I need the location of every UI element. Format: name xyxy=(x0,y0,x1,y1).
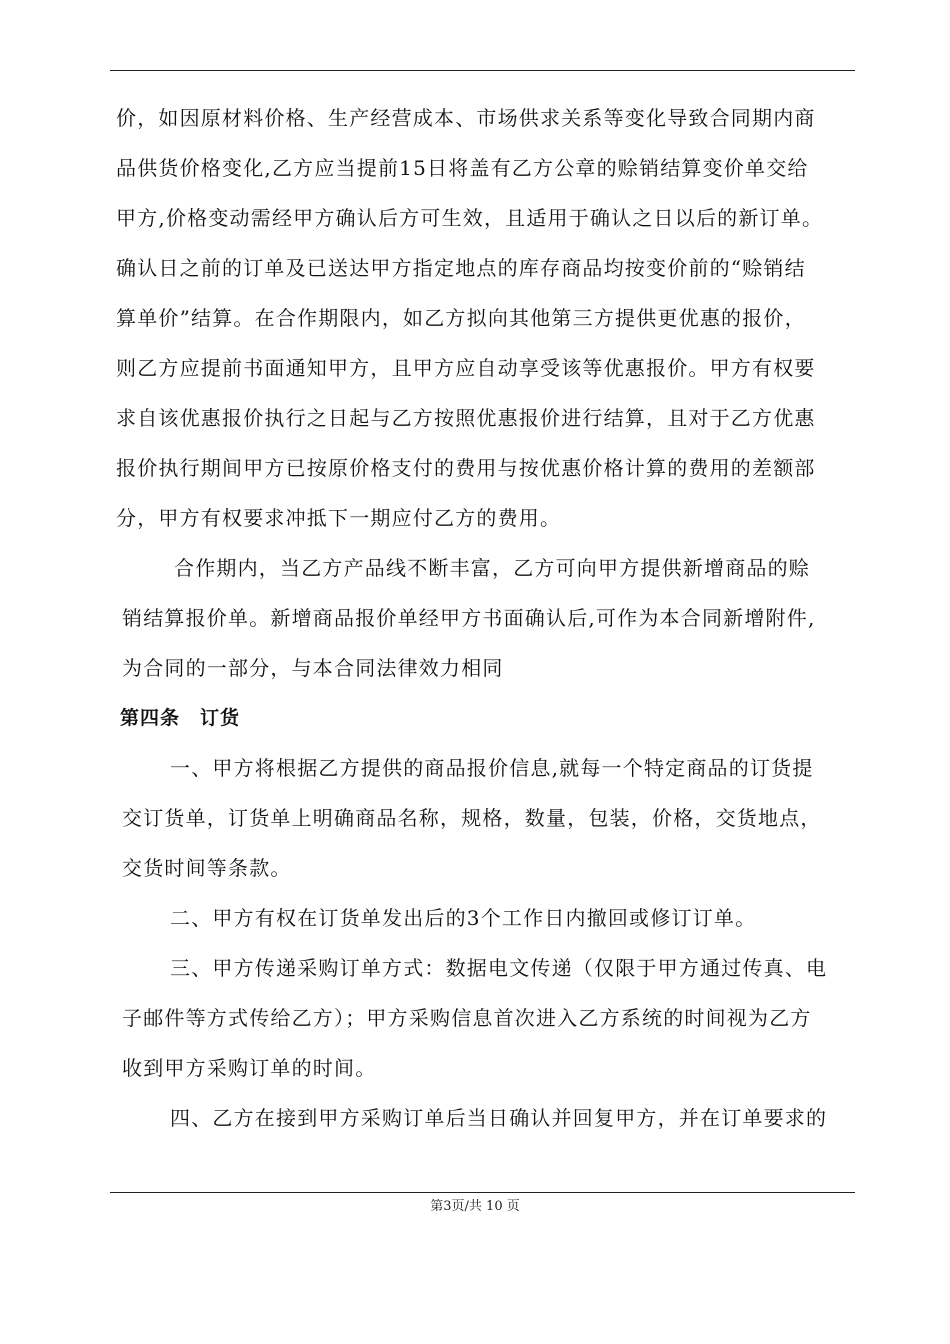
text-line: 收到甲方采购订单的时间。 xyxy=(122,1056,377,1080)
footer-rule xyxy=(110,1192,855,1193)
text-line: 分，甲方有权要求冲抵下一期应付乙方的费用。 xyxy=(116,506,562,530)
text-line: 一、甲方将根据乙方提供的商品报价信息,就每一个特定商品的订货提 xyxy=(170,756,814,780)
text-line: 子邮件等方式传给乙方）；甲方采购信息首次进入乙方系统的时间视为乙方 xyxy=(122,1006,812,1030)
text-line: 求自该优惠报价执行之日起与乙方按照优惠报价进行结算，且对于乙方优惠 xyxy=(116,406,816,430)
text-line: 算单价”结算。在合作期限内，如乙方拟向其他第三方提供更优惠的报价， xyxy=(116,306,806,330)
text-line: 为合同的一部分，与本合同法律效力相同 xyxy=(122,656,504,680)
page-number: 第3页/共 10 页 xyxy=(430,1199,520,1214)
text-line: 价，如因原材料价格、生产经营成本、市场供求关系等变化导致合同期内商 xyxy=(116,106,816,130)
text-line: 四、乙方在接到甲方采购订单后当日确认并回复甲方，并在订单要求的 xyxy=(170,1106,828,1130)
header-rule xyxy=(110,70,855,71)
text-line: 合作期内，当乙方产品线不断丰富，乙方可向甲方提供新增商品的赊 xyxy=(174,556,810,580)
text-line: 交订货单，订货单上明确商品名称，规格，数量，包装，价格，交货地点， xyxy=(122,806,822,830)
text-line: 甲方,价格变动需经甲方确认后方可生效，且适用于确认之日以后的新订单。 xyxy=(116,206,824,230)
text-line: 销结算报价单。新增商品报价单经甲方书面确认后,可作为本合同新增附件, xyxy=(122,606,816,630)
text-line: 确认日之前的订单及已送达甲方指定地点的库存商品均按变价前的“赊销结 xyxy=(116,256,806,280)
text-line: 品供货价格变化,乙方应当提前15日将盖有乙方公章的赊销结算变价单交给 xyxy=(116,156,809,180)
text-line: 二、甲方有权在订货单发出后的3个工作日内撤回或修订订单。 xyxy=(170,906,757,930)
text-line: 则乙方应提前书面通知甲方，且甲方应自动享受该等优惠报价。甲方有权要 xyxy=(116,356,816,380)
text-line: 交货时间等条款。 xyxy=(122,856,292,880)
text-line: 报价执行期间甲方已按原价格支付的费用与按优惠价格计算的费用的差额部 xyxy=(116,456,816,480)
section-heading: 第四条 订货 xyxy=(120,707,241,729)
text-line: 三、甲方传递采购订单方式：数据电文传递（仅限于甲方通过传真、电 xyxy=(170,956,828,980)
